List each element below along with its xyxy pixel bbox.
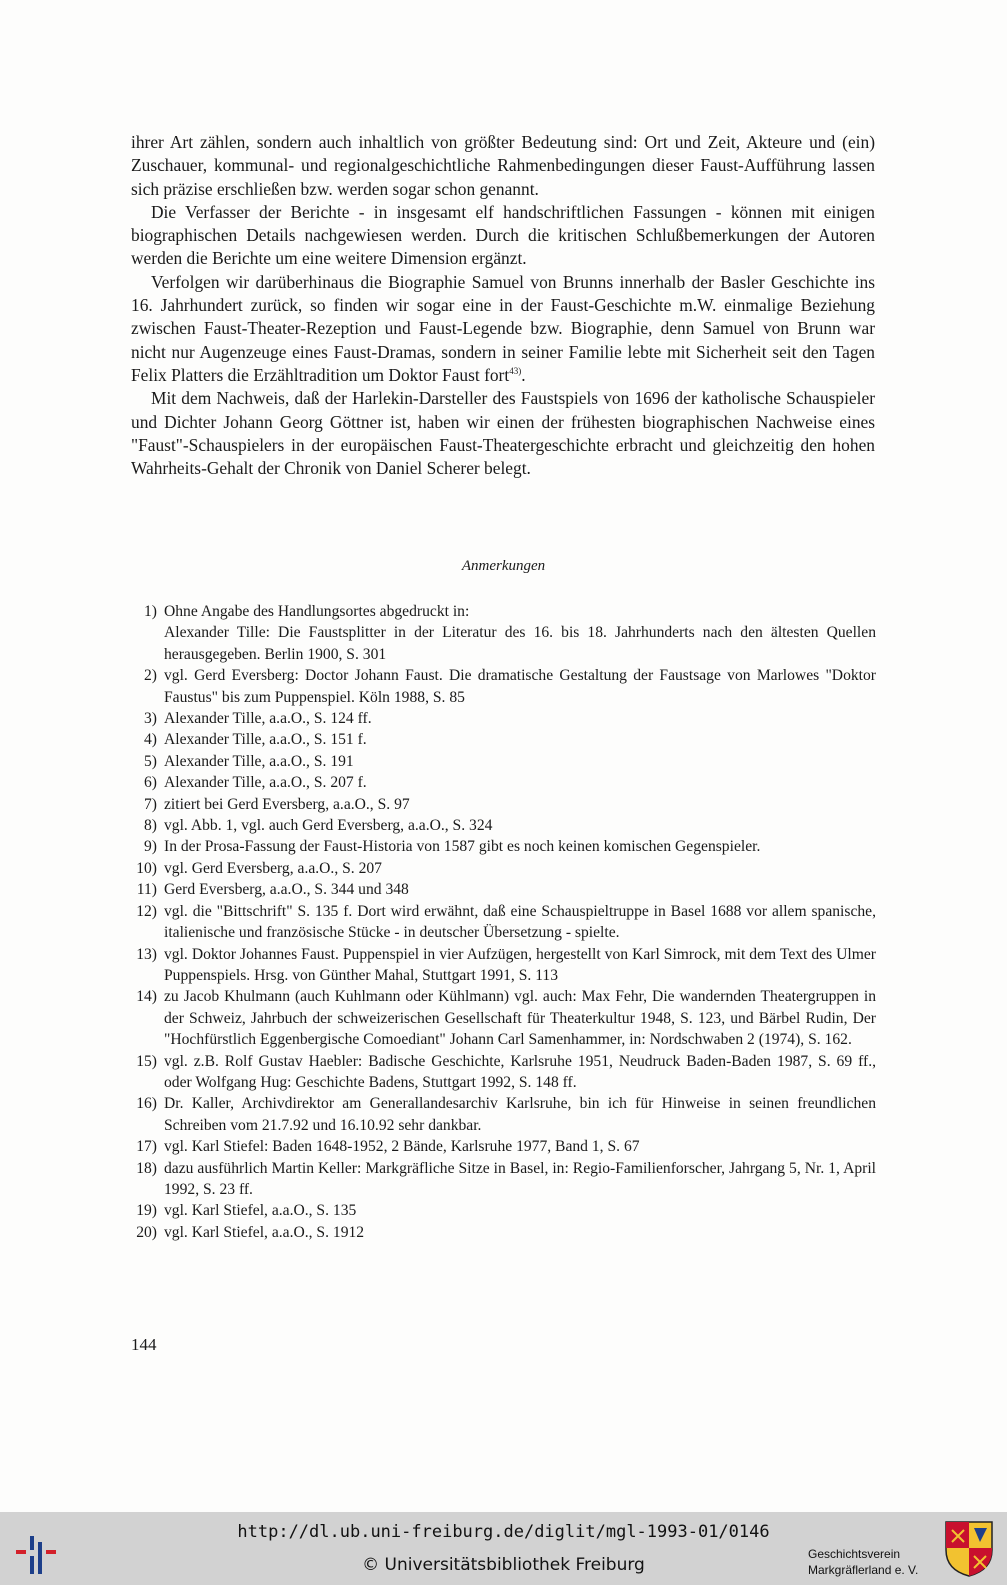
note-item xyxy=(126,858,876,879)
note-item xyxy=(126,751,876,772)
paragraph-end: . xyxy=(521,364,526,385)
note-number: 14) xyxy=(136,988,157,1006)
note-item xyxy=(126,708,876,729)
note-item xyxy=(126,729,876,750)
note-number: 6) xyxy=(144,774,157,792)
note-number: 7) xyxy=(144,795,157,813)
note-text: Alexander Tille, a.a.O., S. 124 ff. xyxy=(164,710,372,728)
coat-of-arms-icon xyxy=(944,1520,994,1578)
note-text: vgl. Gerd Eversberg, a.a.O., S. 207 xyxy=(164,859,382,877)
copyright-text: © Universitätsbibliothek Freiburg xyxy=(362,1555,645,1575)
note-number: 20) xyxy=(136,1223,157,1241)
note-number xyxy=(126,622,164,665)
note-number: 11) xyxy=(136,881,157,899)
note-text: vgl. z.B. Rolf Gustav Haebler: Badische Geschichte, Karlsruhe 1951, Neudruck Baden-Baden 1987, S. 69 ff., oder Wolfgang Hug: Geschichte Badens, Stuttgart 1992, S. 148 ff. xyxy=(164,1052,876,1091)
note-text: Alexander Tille: Die Faustsplitter in der Literatur des 16. bis 18. Jahrhunderts nach den ältesten Quellen herausgegeben. Berlin 1900, S. 301 xyxy=(164,624,876,663)
note-item xyxy=(126,1222,876,1243)
footer-bar xyxy=(0,1512,1007,1585)
note-item xyxy=(126,1200,876,1221)
note-number: 5) xyxy=(144,752,157,770)
society-name xyxy=(808,1546,938,1578)
note-number: 19) xyxy=(136,1202,157,1220)
note-item xyxy=(126,1051,876,1094)
note-text: Gerd Eversberg, a.a.O., S. 344 und 348 xyxy=(164,881,409,899)
note-text: Alexander Tille, a.a.O., S. 191 xyxy=(164,752,354,770)
notes-list xyxy=(126,601,876,1243)
note-number: 2) xyxy=(144,667,157,685)
note-number: 3) xyxy=(144,710,157,728)
note-text: vgl. Karl Stiefel: Baden 1648-1952, 2 Bände, Karlsruhe 1977, Band 1, S. 67 xyxy=(164,1138,640,1156)
note-text: vgl. Karl Stiefel, a.a.O., S. 1912 xyxy=(164,1223,365,1241)
note-item xyxy=(126,665,876,708)
note-number: 8) xyxy=(144,817,157,835)
note-item xyxy=(126,1136,876,1157)
footnote-ref: 43) xyxy=(509,365,522,376)
note-item xyxy=(126,986,876,1050)
note-text: vgl. Gerd Eversberg: Doctor Johann Faust. Die dramatische Gestaltung der Faustsage von Marlowes "Doktor Faustus" bis zum Puppenspiel. Köln 1988, S. 85 xyxy=(164,667,876,706)
note-item xyxy=(126,836,876,857)
note-item xyxy=(126,772,876,793)
note-number: 12) xyxy=(136,902,157,920)
note-text: In der Prosa-Fassung der Faust-Historia von 1587 gibt es noch keinen komischen Gegenspieler. xyxy=(164,838,761,856)
note-number: 10) xyxy=(136,859,157,877)
note-number: 17) xyxy=(136,1138,157,1156)
note-number: 9) xyxy=(144,838,157,856)
paragraph-text: Verfolgen wir darüberhinaus die Biographie Samuel von Brunns innerhalb der Basler Geschichte ins 16. Jahrhundert zurück, so finden wir sogar eine in der Faust-Geschichte m.W. einmalige Beziehung zwischen Faust-Theater-Rezeption und Faust-Legende bzw. Biographie, denn Samuel von Brunn war nicht nur Augenzeuge eines Faust-Dramas, sondern in seiner Familie lebte mit Sicherheit seit den Tagen Felix Platters die Erzähltradition um Doktor Faust fort xyxy=(131,271,875,385)
note-text: Ohne Angabe des Handlungsortes abgedruckt in: xyxy=(164,603,470,620)
note-item xyxy=(126,1093,876,1136)
note-text: vgl. die "Bittschrift" S. 135 f. Dort wird erwähnt, daß eine Schauspieltruppe in Basel 1688 vor allem spanische, italienische und französische Stücke - in deutscher Übersetzung - spielte. xyxy=(164,902,876,942)
note-item xyxy=(126,601,876,622)
society-line: Markgräflerland e. V. xyxy=(808,1563,919,1577)
note-item xyxy=(126,815,876,836)
note-text: Alexander Tille, a.a.O., S. 207 f. xyxy=(164,774,367,792)
paragraph: ihrer Art zählen, sondern auch inhaltlich von größter Bedeutung sind: Ort und Zeit, Akteure und (ein) Zuschauer, kommunal- und regionalgeschichtliche Rahmenbedingungen dieser Faust-Aufführung lassen sich präzise erschließen bzw. werden sogar schon genannt. xyxy=(131,132,875,199)
note-item xyxy=(126,944,876,987)
note-text: zu Jacob Khulmann (auch Kuhlmann oder Kühlmann) vgl. auch: Max Fehr, Die wandernden Theatergruppen in der Schweiz, Jahrbuch der schweizerischen Gesellschaft für Theaterkultur 1948, S. 123, und Bärbel Rudin, Der "Hochfürstlich Eggenbergische Comoediant" Johann Carl Samenhammer, in: Nordschwaben 2 (1974), S. 162. xyxy=(164,988,876,1049)
note-item xyxy=(126,622,876,665)
society-line: Geschichtsverein xyxy=(808,1547,901,1561)
note-number: 15) xyxy=(136,1052,157,1070)
note-item xyxy=(126,879,876,900)
note-text: dazu ausführlich Martin Keller: Markgräfliche Sitze in Basel, in: Regio-Familienforscher, Jahrgang 5, Nr. 1, April 1992, S. 23 ff. xyxy=(164,1159,876,1198)
paragraph: Mit dem Nachweis, daß der Harlekin-Darsteller des Faustspiels von 1696 der katholische Schauspieler und Dichter Johann Georg Göttner ist, haben wir einen der frühesten biographischen Nachweise eines "Faust"-Schauspielers in der europäischen Faust-Theatergeschichte erbracht und gleichzeitig den hohen Wahrheits-Gehalt der Chronik von Daniel Scherer belegt. xyxy=(131,388,875,479)
note-text: vgl. Abb. 1, vgl. auch Gerd Eversberg, a.a.O., S. 324 xyxy=(164,817,493,835)
paragraph: Die Verfasser der Berichte - in insgesamt elf handschriftlichen Fassungen - können mit einigen biographischen Details nachgewiesen werden. Durch die kritischen Schlußbemerkungen der Autoren werden die Berichte um eine weitere Dimension ergänzt. xyxy=(131,201,875,269)
body-text xyxy=(131,131,875,480)
note-text: Alexander Tille, a.a.O., S. 151 f. xyxy=(164,731,367,749)
note-number: 16) xyxy=(136,1095,157,1113)
note-number: 1) xyxy=(144,603,157,620)
source-url[interactable]: http://dl.ub.uni-freiburg.de/diglit/mgl-1993-01/0146 xyxy=(237,1522,770,1542)
note-number: 13) xyxy=(136,945,157,963)
note-text: vgl. Karl Stiefel, a.a.O., S. 135 xyxy=(164,1202,357,1220)
note-number: 4) xyxy=(144,731,157,749)
paragraph xyxy=(131,271,875,387)
page-number: 144 xyxy=(131,1335,157,1354)
note-item xyxy=(126,794,876,815)
note-text: vgl. Doktor Johannes Faust. Puppenspiel in vier Aufzügen, hergestellt von Karl Simrock, mit dem Text des Ulmer Puppenspiels. Hrsg. von Günther Mahal, Stuttgart 1991, S. 113 xyxy=(164,945,876,984)
note-item xyxy=(126,1158,876,1201)
note-text: zitiert bei Gerd Eversberg, a.a.O., S. 97 xyxy=(164,795,410,813)
note-text: Dr. Kaller, Archivdirektor am Generallandesarchiv Karlsruhe, bin ich für Hinweise in seinen freundlichen Schreiben vom 21.7.92 und 16.10.92 sehr dankbar. xyxy=(164,1095,876,1134)
note-item xyxy=(126,901,876,944)
notes-heading: Anmerkungen xyxy=(461,558,546,574)
note-number: 18) xyxy=(136,1159,157,1177)
